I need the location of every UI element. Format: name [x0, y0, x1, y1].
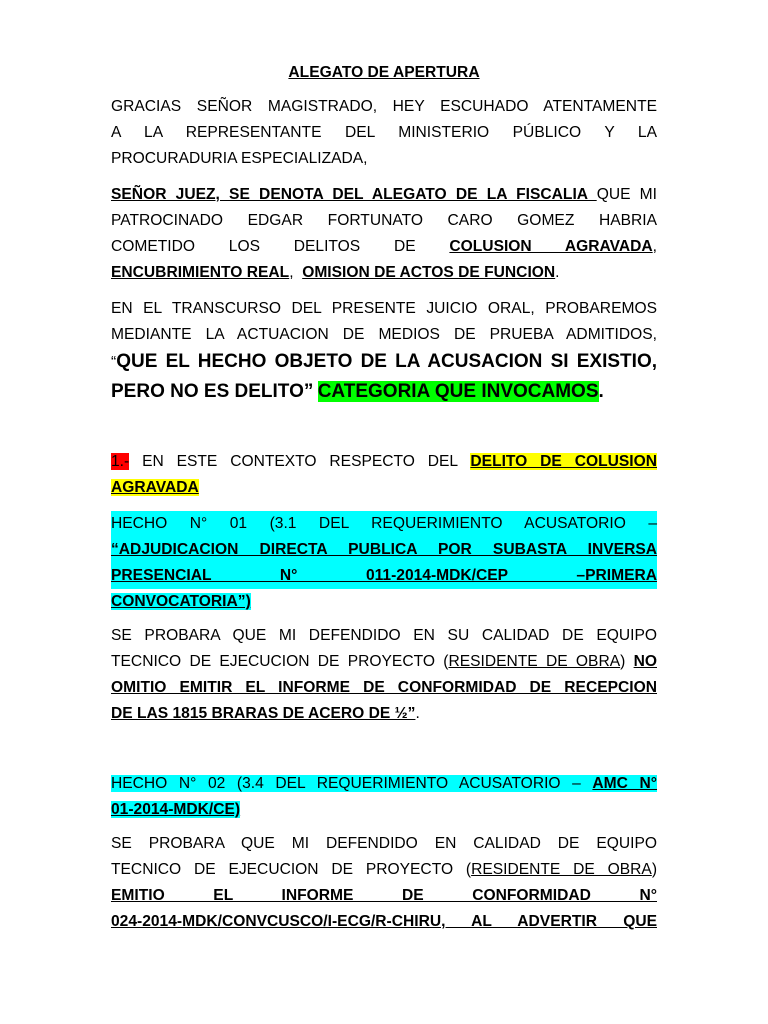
item-number: 1.- — [111, 453, 130, 470]
crime-name: OMISION DE ACTOS DE FUNCION — [302, 264, 556, 281]
role-name: RESIDENTE DE OBRA — [471, 861, 652, 878]
bold-lead: SEÑOR JUEZ, SE DENOTA DEL ALEGATO DE LA FISCALIA — [111, 186, 597, 203]
line: DE LAS 1815 BRARAS DE ACERO DE ½”. — [111, 705, 420, 722]
line: 01-2014-MDK/CE) — [111, 801, 241, 818]
paragraph-greeting — [111, 94, 657, 172]
line: HECHO N° 02 (3.4 DEL REQUERIMIENTO ACUSATORIO – AMC N° — [111, 775, 658, 792]
paragraph-thesis — [111, 296, 657, 408]
line: 1.- EN ESTE CONTEXTO RESPECTO DEL DELITO DE COLUSION — [111, 453, 657, 470]
line — [111, 475, 657, 501]
line: CONVOCATORIA”) — [111, 593, 251, 610]
line: TECNICO DE EJECUCION DE PROYECTO (RESIDENTE DE OBRA) — [111, 861, 658, 878]
highlighted-category: CATEGORIA QUE INVOCAMOS — [317, 381, 599, 402]
line: ENCUBRIMIENTO REAL, OMISION DE ACTOS DE FUNCION. — [111, 264, 560, 281]
paragraph-accusation — [111, 182, 657, 286]
line: “QUE EL HECHO OBJETO DE LA ACUSACION SI EXISTIO, — [111, 351, 657, 372]
role-name: RESIDENTE DE OBRA — [448, 653, 621, 670]
crime-name: ENCUBRIMIENTO REAL — [111, 264, 290, 281]
line: PRESENCIAL N° 011-2014-MDK/CEP –PRIMERA — [111, 563, 657, 589]
paragraph-context — [111, 449, 657, 501]
line: 024-2014-MDK/CONVCUSCO/I-ECG/R-CHIRU, AL ADVERTIR QUE — [111, 913, 657, 930]
line: OMITIO EMITIR EL INFORME DE CONFORMIDAD DE RECEPCION — [111, 679, 657, 696]
line: MEDIANTE LA ACTUACION DE MEDIOS DE PRUEBA ADMITIDOS, — [111, 326, 657, 343]
line: SEÑOR JUEZ, SE DENOTA DEL ALEGATO DE LA FISCALIA QUE MI — [111, 186, 658, 203]
line: SE PROBARA QUE MI DEFENDIDO EN CALIDAD DE EQUIPO — [111, 835, 657, 852]
paragraph-proof-02 — [111, 831, 657, 935]
crime-name: COLUSION AGRAVADA — [449, 238, 653, 255]
line: “ADJUDICACION DIRECTA PUBLICA POR SUBASTA INVERSA — [111, 537, 657, 563]
paragraph-fact-01 — [111, 511, 657, 615]
line: COMETIDO LOS DELITOS DE COLUSION AGRAVADA, — [111, 238, 657, 255]
line: EMITIO EL INFORME DE CONFORMIDAD N° — [111, 887, 657, 904]
crime-heading: AGRAVADA — [111, 479, 199, 496]
line: PROCURADURIA ESPECIALIZADA, — [111, 150, 368, 167]
crime-heading: DELITO DE COLUSION — [470, 453, 657, 470]
thesis-statement: QUE EL HECHO OBJETO DE LA ACUSACION SI EXISTIO, — [116, 351, 657, 372]
line: A LA REPRESENTANTE DEL MINISTERIO PÚBLICO Y LA — [111, 124, 657, 141]
thesis-statement: PERO NO ES DELITO” — [111, 381, 314, 402]
line: TECNICO DE EJECUCION DE PROYECTO (RESIDENTE DE OBRA) NO — [111, 653, 657, 670]
line: HECHO N° 01 (3.1 DEL REQUERIMIENTO ACUSATORIO – — [111, 511, 657, 537]
line: EN EL TRANSCURSO DEL PRESENTE JUICIO ORAL, PROBAREMOS — [111, 300, 657, 317]
line: SE PROBARA QUE MI DEFENDIDO EN SU CALIDAD DE EQUIPO — [111, 627, 657, 644]
paragraph-proof-01 — [111, 623, 657, 727]
page-title: ALEGATO DE APERTURA — [288, 64, 480, 81]
line: PERO NO ES DELITO” CATEGORIA QUE INVOCAMOS. — [111, 381, 604, 402]
line: GRACIAS SEÑOR MAGISTRADO, HEY ESCUHADO ATENTAMENTE — [111, 98, 657, 115]
paragraph-fact-02 — [111, 771, 657, 823]
line: PATROCINADO EDGAR FORTUNATO CARO GOMEZ HABRIA — [111, 212, 657, 229]
